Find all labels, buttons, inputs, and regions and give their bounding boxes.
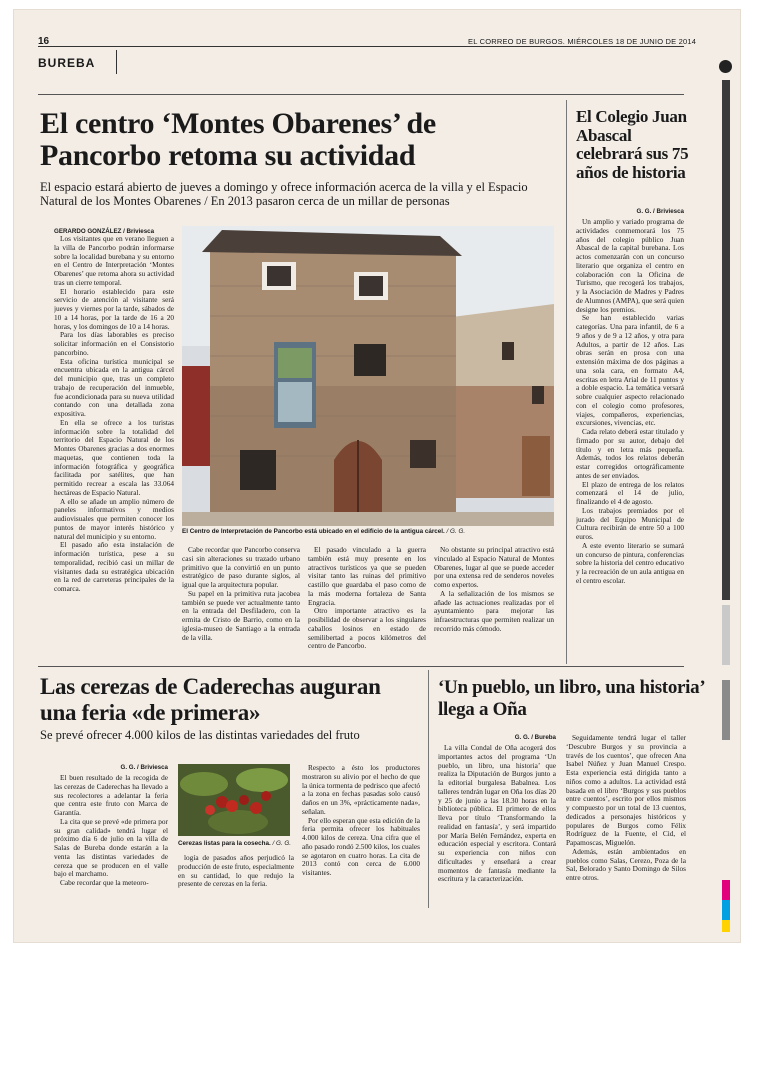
paragraph: A este evento literario se sumará un concurso de pintura, conferencias sobre la historia del centro educativo y la recreación de un aula antigua en el centro escolar. <box>576 540 684 585</box>
ona-col-1 <box>438 744 556 908</box>
paragraph: Para los días laborables es preciso solicitar información en el Consistorio pancorbino. <box>54 330 174 357</box>
main-col-1 <box>54 235 174 637</box>
column-divider <box>566 100 567 664</box>
cherries-byline: G. G. / Briviesca <box>120 764 168 771</box>
paragraph: En ella se ofrece a los turistas información sobre la totalidad del territorio del Espacio Natural de los Montes Obarenes gracias a dos enormes maquetas, que contienen toda la información fotográfica y geográfica facilitada por satélites, que han permitido recrear a escala las 33.064 hectáreas de Espacio Natural. <box>54 417 174 497</box>
side-body <box>576 218 684 662</box>
section-rule <box>38 94 684 95</box>
caption-text: El Centro de Interpretación de Pancorbo está ubicado en el edificio de la antigua cárcel. <box>182 528 445 535</box>
color-registration-strip <box>722 60 730 940</box>
ona-headline: ‘Un pueblo, un libro, una historia’ llega a Oña <box>438 677 704 720</box>
side-headline: El Colegio Juan Abascal celebrará sus 75 años de historia <box>576 107 689 182</box>
paragraph: Seguidamente tendrá lugar el taller ‘Descubre Burgos y su provincia a través de los cuentos’, que ofrecen Ana Isabel Núñez y Juan Manuel Crespo. Esta experiencia está dirigida tanto a niños como a adultos. La actividad está basada en el libro ‘Burgos y sus pueblos entre cuentos’, escrito por ellos mismos y compuesto por un total de 13 cuentos, dedicados a personajes históricos y populares de Burgos como Félix Rodríguez de la Fuente, el Cid, el Papamoscas, Miguelón. <box>566 734 686 847</box>
main-byline: GERARDO GONZÁLEZ / Briviesca <box>54 228 155 235</box>
paragraph: logía de pasados años perjudicó la producción de este fruto, especialmente en su cantidad, lo que redujo la presente de cerezas en la feria. <box>178 854 294 889</box>
main-col-3 <box>308 546 426 662</box>
paragraph: Cabe recordar que Pancorbo conserva casi sin alteraciones su trazado urbano primitivo que la convirtió en un punto estratégico de paso durante siglos, al igual que la arquitectura popular. <box>182 546 300 589</box>
ona-col-2 <box>566 734 686 908</box>
cherries-col-3 <box>302 764 420 908</box>
paragraph: Los trabajos premiados por el jurado del Equipo Municipal de Cultura recibirán de entre 50 a 100 euros. <box>576 505 684 541</box>
cherries-headline: Las cerezas de Caderechas auguran una feria «de primera» <box>40 674 381 725</box>
main-headline: El centro ‘Montes Obarenes’ de Pancorbo retoma su actividad <box>40 107 436 172</box>
paragraph: La cita que se prevé «de primera por su gran calidad» tendrá lugar el próximo día 6 de julio en la villa de Salas de Bureba donde estarán a la venta las distintas variedades de cereza que se producen en el valle bajo el marchamo. <box>54 816 168 879</box>
masthead: EL CORREO DE BURGOS. MIÉRCOLES 18 DE JUNIO DE 2014 <box>468 37 697 46</box>
paragraph: El plazo de entrega de los relatos comenzará el 14 de julio, finalizando el 4 de agosto. <box>576 479 684 506</box>
caption-text: Cerezas listas para la cosecha. <box>178 840 271 847</box>
magenta-band <box>722 880 730 900</box>
paragraph: Por ello esperan que esta edición de la feria permita ofrecer los habituales 4.000 kilos de cereza. Una cifra que el año pasado rondó 2.500 kilos, los cuales se agotaron en cuatro horas. La cita de 2013 contó con cerca de 6.000 visitantes. <box>302 815 420 877</box>
paragraph: Un amplio y variado programa de actividades conmemorará los 75 años del colegio público Juan Abascal de la capital burebana. Los actos comenzarán con un concurso literario que organiza el centro en colaboración con la Oficina de Turismo, que recogerá los trabajos, y la Asociación de Madres y Padres de Alumnos (AMPA), que será quien designe los premios. <box>576 218 684 314</box>
prison-building-illustration <box>182 226 554 526</box>
paragraph: Además, están ambientados en pueblos como Salas, Cerezo, Poza de la Sal, Belorado y Santo Domingo de Silos entre otros. <box>566 846 686 882</box>
yellow-band <box>722 920 730 932</box>
main-photo-caption <box>182 528 554 535</box>
section-label: BUREBA <box>38 56 96 70</box>
main-col-4 <box>434 546 554 662</box>
paragraph: El horario establecido para este servicio de atención al visitante será jueves y viernes por la tarde, sábados de 10 a 14 horas, por la tarde de 16 a 20 horas, y los domingos de 10 a 14 horas. <box>54 286 174 331</box>
gray-band <box>722 680 730 740</box>
paragraph: Respecto a ésto los productores mostraron su alivio por el hecho de que la única tormenta de pedrisco que afectó a la zona en fechas pasadas solo causó daños en un 3%, «prácticamente nada», señalan. <box>302 764 420 816</box>
section-divider <box>116 50 117 74</box>
gray-band <box>722 605 730 665</box>
cherries-illustration <box>178 764 290 836</box>
cherries-photo <box>178 764 290 836</box>
side-byline: G. G. / Briviesca <box>636 208 684 215</box>
main-photo <box>182 226 554 526</box>
paragraph: Cada relato deberá estar titulado y firmado por su autor, debajo del título y en letra más pequeña. Además, todos los relatos deberán estar corregidos ortográficamente antes de ser enviados. <box>576 427 684 480</box>
paragraph: Los visitantes que en verano lleguen a la villa de Pancorbo podrán informarse sobre la localidad burebana y su entorno en el Centro de Interpretación ‘Montes Obarenes’ que retoma ahora su actividad tras un cierre temporal. <box>54 235 174 287</box>
cherries-col-2 <box>178 854 294 906</box>
paragraph: Su papel en la primitiva ruta jacobea también se puede ver actualmente tanto en la entrada del Desfiladero, con la ermita de Cristo de Barrio, como en la iglesia-museo de Santiago a la entrada de la villa. <box>182 588 300 642</box>
registration-dot <box>719 60 732 73</box>
cherries-col-1 <box>54 774 168 906</box>
ona-byline: G. G. / Bureba <box>514 734 556 741</box>
paragraph: Cabe recordar que la meteoro- <box>60 878 149 887</box>
paragraph: A la señalización de los mismos se añade las actuaciones realizadas por el ayuntamiento para mejorar las infraestructuras que permiten realizar un recorrido más cómodo. <box>434 588 554 633</box>
horizontal-divider <box>38 666 684 667</box>
cherries-deck: Se prevé ofrecer 4.000 kilos de las distintas variedades del fruto <box>40 728 360 742</box>
cyan-band <box>722 900 730 920</box>
main-deck: El espacio estará abierto de jueves a domingo y ofrece información acerca de la villa y el Espacio Natural de los Montes Obarenes / En 2013 pasaron cerca de un millar de personas <box>40 180 528 208</box>
photo-credit: / G. G. <box>446 528 466 535</box>
paragraph: La villa Condal de Oña acogerá dos importantes actos del programa ‘Un pueblo, un libro, una historia’ que realiza la Diputación de Burgos junto a la editorial burgalesa Babalnea. Los talleres tendrán lugar en Oña los días 20 y 25 de junio a las 18.30 horas en la biblioteca pública. El primero de ellos lleva por título ‘Transformando la realidad en fantasía’, y será impartido por María Belén Fernández, experta en educación especial y escritora. Contará su experiencia con niños con dificultades y enseñará a crear momentos de fantasía mediante la escritura y la caracterización. <box>438 744 556 884</box>
paragraph: Se han establecido varias categorías. Una para infantil, de 6 a 9 años y de 9 a 12 años, y otra para Adultos, a partir de 12 años. Las obras serán en prosa con una extensión máxima de dos páginas a una sola cara, en formato A4, escritas en letra Arial de 11 puntos y a doble espacio. La temática versará sobre cualquier aspecto relacionado con el colegio como profesores, viajes, compañeros, experiencias, excursiones, vivencias, etc. <box>576 313 684 428</box>
page-number: 16 <box>38 36 50 47</box>
paragraph: El buen resultado de la recogida de las cerezas de Caderechas ha llevado a sus recolectores a adelantar la feria que centra este fruto con Marca de Garantía. <box>54 774 168 817</box>
paragraph: Esta oficina turística municipal se encuentra ubicada en la antigua cárcel del municipio que, tras un completo trabajo de recuperación del inmueble, fue acondicionada para su nueva utilidad contando con una detallada zona expositiva. <box>54 356 174 418</box>
photo-credit: / G. G. <box>272 840 292 847</box>
paragraph: Otro importante atractivo es la posibilidad de observar a los singulares caballos losinos en estado de semilibertad a pocos kilómetros del centro de Pancorbo. <box>308 606 426 651</box>
cherries-photo-caption <box>178 840 294 847</box>
paragraph: No obstante su principal atractivo está vinculado al Espacio Natural de Montes Obarenes, lugar al que se puede acceder por una extensa red de senderos noveles como expertos. <box>434 546 554 589</box>
header-rule <box>38 46 684 47</box>
paragraph: El pasado año esta instalación de información turística, pese a su temporalidad, recibió casi un millar de visitantes dada su estratégica ubicación en la red de carreteras principales de la comarca. <box>54 540 174 593</box>
main-col-2 <box>182 546 300 662</box>
paragraph: A ello se añade un amplio número de paneles informativos y medios audiovisuales que permiten conocer los puntos de mayor interés histórico y natural del municipio y su entorno. <box>54 496 174 541</box>
paragraph: El pasado vinculado a la guerra también está muy presente en los atractivos turísticos ya que se pueden visitar tanto las ruinas del primitivo castillo que guardaba el paso como de la más moderna fortaleza de Santa Engracia. <box>308 546 426 607</box>
column-divider <box>428 670 429 908</box>
black-band <box>722 80 730 600</box>
